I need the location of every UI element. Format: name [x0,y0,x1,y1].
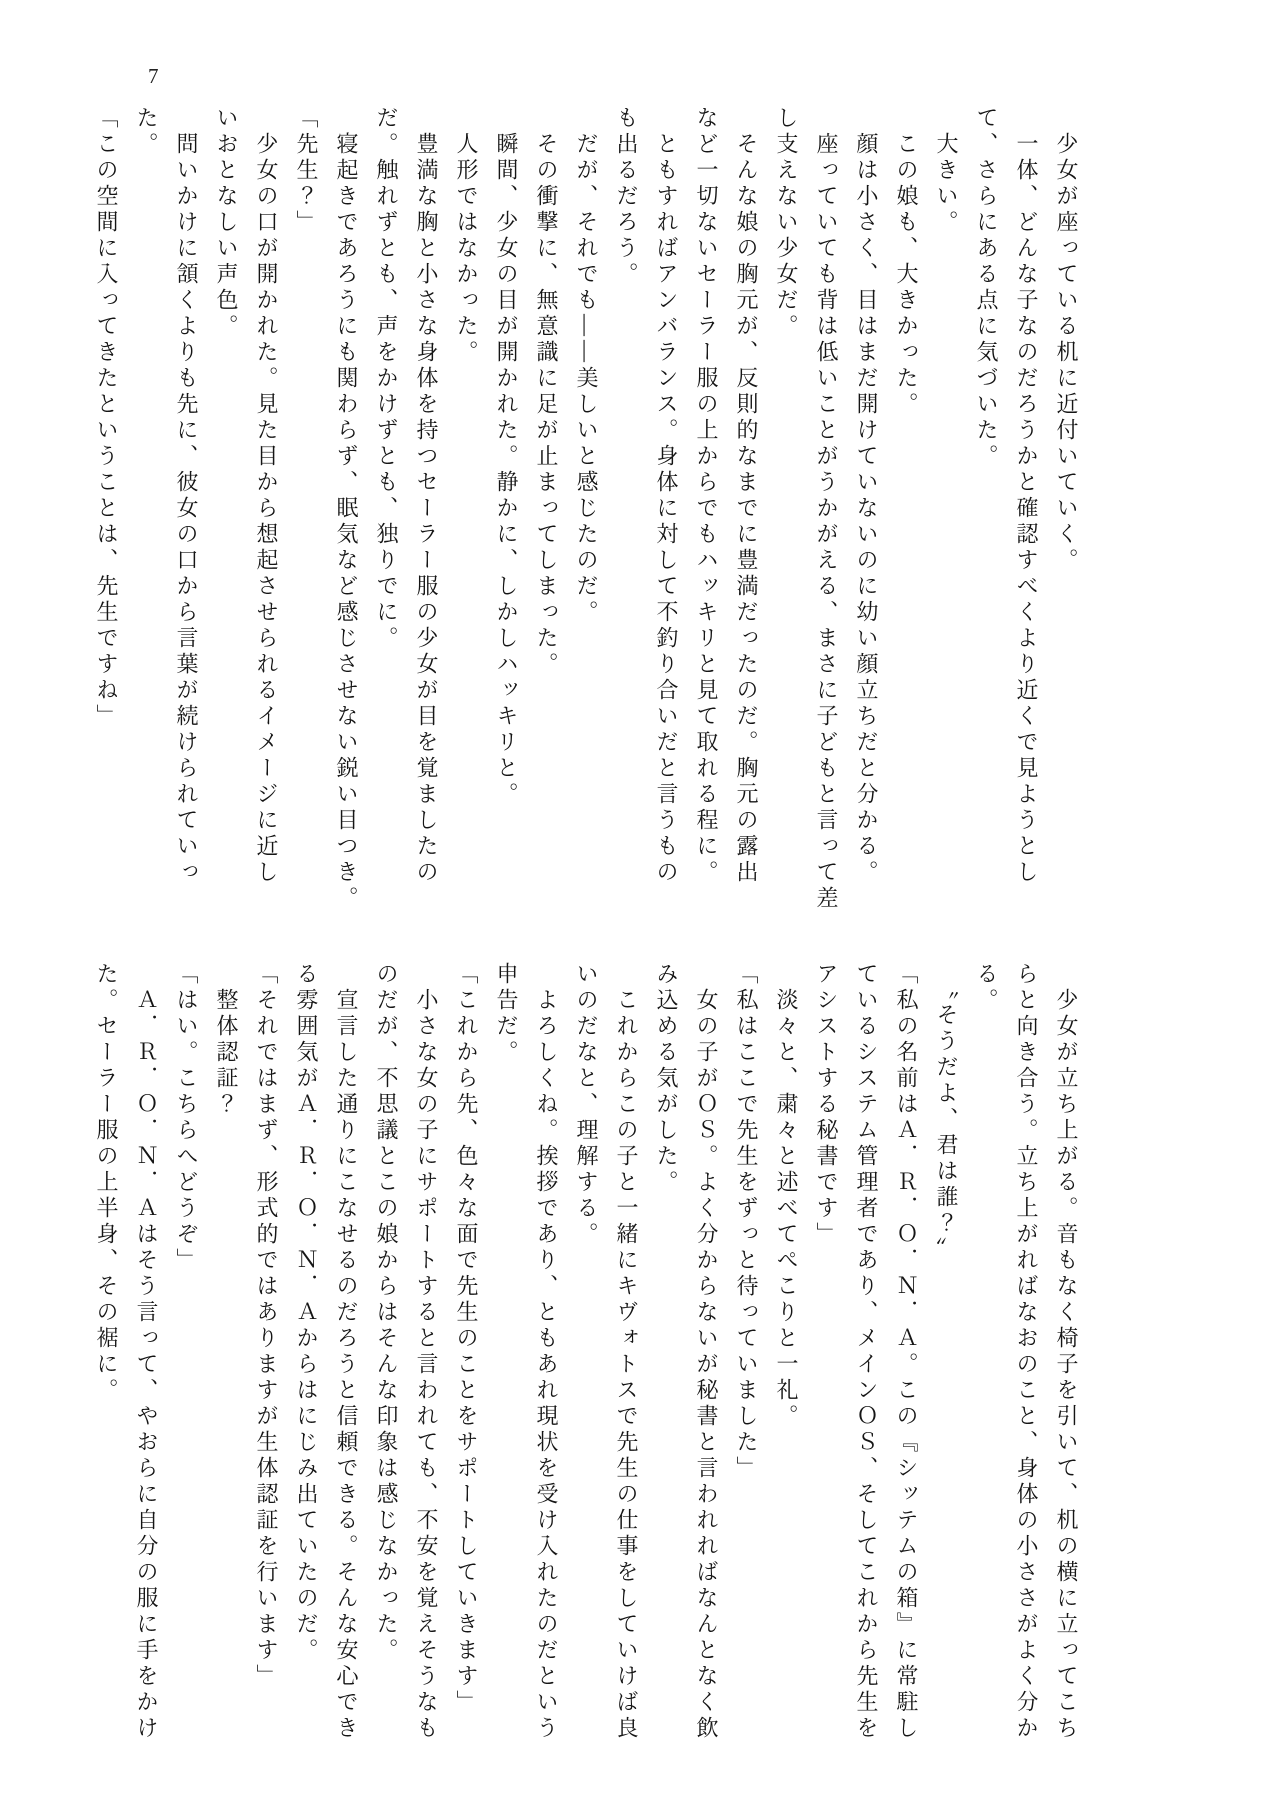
text-line: ているシステム管理者であり、メインＯＳ、そしてこれから先生を [854,962,879,1742]
text-line: 「先生？」 [294,106,319,236]
text-line: し支えない少女だ。 [774,106,799,340]
text-line: だが、それでも――美しいと感じたのだ。 [574,106,599,626]
text-line: 少女が座っている机に近付いていく。 [1054,106,1079,574]
text-line: よろしくね。挨拶であり、ともあれ現状を受け入れたのだという [534,962,559,1742]
text-line: た。セーラー服の上半身、その裾に。 [94,962,119,1404]
lower-text-block [86,962,1086,1762]
text-line: 問いかけに頷くよりも先に、彼女の口から言葉が続けられていっ [174,106,199,886]
text-line: だ。触れずとも、声をかけずとも、独りでに。 [374,106,399,652]
text-line: る。 [974,962,999,1014]
text-line: 「この空間に入ってきたということは、先生ですね」 [94,106,119,730]
text-line: 申告だ。 [494,962,519,1066]
text-line: これからこの子と一緒にキヴォトスで先生の仕事をしていけば良 [614,962,639,1742]
text-line: アシストする秘書です」 [814,962,839,1248]
text-line: らと向き合う。立ち上がればなおのこと、身体の小ささがよく分か [1014,962,1039,1742]
text-line: 大きい。 [934,106,959,236]
text-line: 少女の口が開かれた。見た目から想起させられるイメージに近し [254,106,279,886]
text-line: て、さらにある点に気づいた。 [974,106,999,470]
text-line: る雰囲気がＡ．Ｒ．Ｏ．Ｎ．Ａからはにじみ出ていたのだ。 [294,962,319,1664]
text-line: ともすればアンバランス。身体に対して不釣り合いだと言うもの [654,106,679,886]
text-line: 寝起きであろうにも関わらず、眠気など感じさせない鋭い目つき。 [334,106,359,912]
text-line: 宣言した通りにこなせるのだろうと信頼できる。そんな安心でき [334,962,359,1742]
text-line: Ａ．Ｒ．Ｏ．Ｎ．Ａはそう言って、やおらに自分の服に手をかけ [134,962,159,1742]
text-line: 「それではまず、形式的ではありますが生体認証を行います」 [254,962,279,1690]
text-line: 「はい。こちらへどうぞ」 [174,962,199,1274]
text-line: この娘も、大きかった。 [894,106,919,418]
text-line: 「私の名前はＡ．Ｒ．Ｏ．Ｎ．Ａ。この『シッテムの箱』に常駐し [894,962,919,1742]
text-line: 人形ではなかった。 [454,106,479,366]
text-line: その衝撃に、無意識に足が止まってしまった。 [534,106,559,678]
text-line: 小さな女の子にサポートすると言われても、不安を覚えそうなも [414,962,439,1742]
text-line: そんな娘の胸元が、反則的なまでに豊満だったのだ。胸元の露出 [734,106,759,886]
upper-text-block [86,106,1086,931]
text-line: 座っていても背は低いことがうかがえる、まさに子どもと言って差 [814,106,839,912]
text-line: 〝そうだよ、君は誰？〟 [934,962,959,1263]
text-line: も出るだろう。 [614,106,639,288]
text-line: 豊満な胸と小さな身体を持つセーラー服の少女が目を覚ましたの [414,106,439,886]
text-line: 「私はここで先生をずっと待っていました」 [734,962,759,1482]
text-line: 顔は小さく、目はまだ開けていないのに幼い顔立ちだと分かる。 [854,106,879,886]
text-line: た。 [134,106,159,158]
text-line: 淡々と、粛々と述べてぺこりと一礼。 [774,962,799,1430]
text-line: 「これから先、色々な面で先生のことをサポートしていきます」 [454,962,479,1716]
text-line: いおとなしい声色。 [214,106,239,340]
text-line: 少女が立ち上がる。音もなく椅子を引いて、机の横に立ってこち [1054,962,1079,1742]
page-number: 7 [148,64,159,88]
text-line: など一切ないセーラー服の上からでもハッキリと見て取れる程に。 [694,106,719,886]
text-line: いのだなと、理解する。 [574,962,599,1248]
text-line: 女の子がＯＳ。よく分からないが秘書と言われればなんとなく飲 [694,962,719,1742]
text-line: 一体、どんな子なのだろうかと確認すべくより近くで見ようとし [1014,106,1039,886]
text-line: 瞬間、少女の目が開かれた。静かに、しかしハッキリと。 [494,106,519,808]
text-line: のだが、不思議とこの娘からはそんな印象は感じなかった。 [374,962,399,1664]
text-line: み込める気がした。 [654,962,679,1196]
text-line: 整体認証？ [214,962,239,1118]
